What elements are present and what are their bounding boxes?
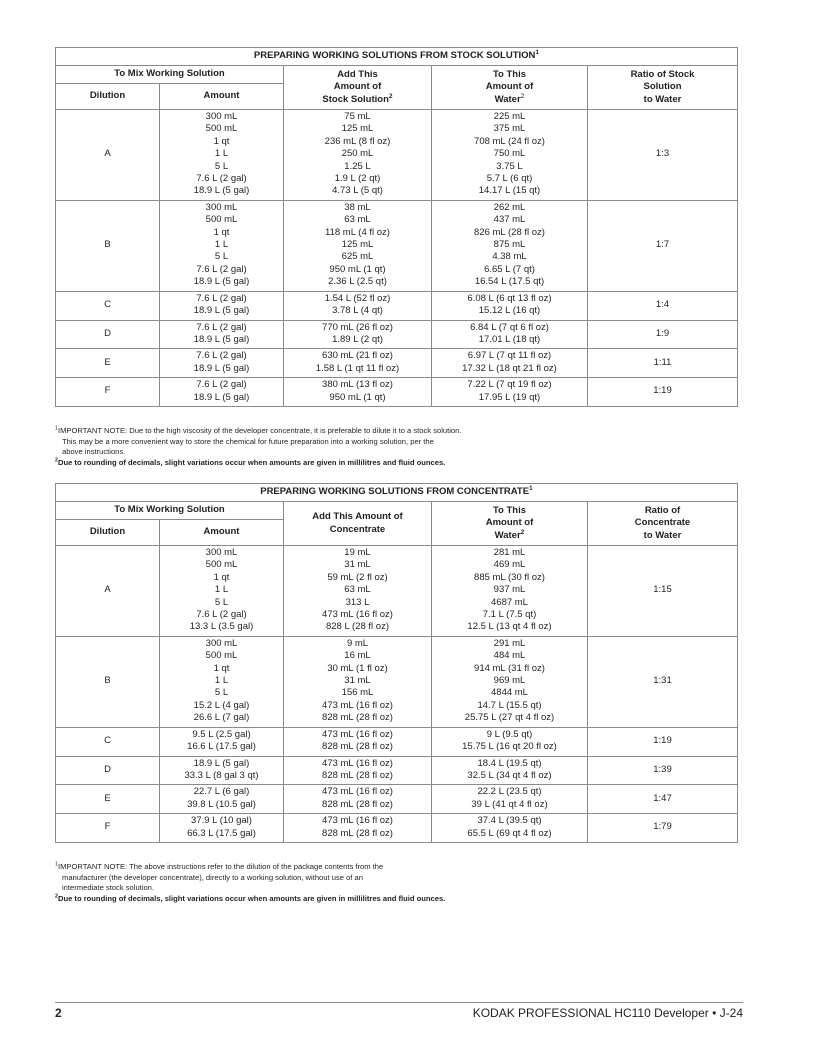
cell-line: 66.3 L (17.5 gal) — [187, 827, 256, 839]
cell-line: 950 mL (1 qt) — [329, 391, 386, 403]
footnote-1-line-2: This may be a more convenient way to store the chemical for future preparation into a working solution, per the — [62, 436, 434, 446]
water-amount-cell — [432, 378, 588, 407]
table-title: PREPARING WORKING SOLUTIONS FROM STOCK SOLUTION$^1$ — [56, 48, 738, 66]
cell-line: 5 L — [214, 596, 229, 608]
ratio-cell: 1:19 — [588, 727, 738, 756]
header-add-amount: Add This Amount of Stock Solution$^2$ — [284, 66, 432, 110]
cell-line: 63 mL — [344, 584, 371, 596]
table-row — [56, 349, 738, 378]
cell-line: 1 qt — [213, 662, 230, 674]
table-row — [56, 785, 738, 814]
page-number: 2 — [55, 1006, 62, 1020]
cell-line: 473 mL (16 fl oz) — [322, 609, 393, 621]
cell-line: 1.54 L (52 fl oz) — [324, 292, 391, 304]
ratio-cell: 1:79 — [588, 814, 738, 843]
cell-line: 236 mL (8 fl oz) — [324, 135, 391, 147]
footnote-1-line-2: manufacturer (the developer concentrate), directly to a working solution, without use of an — [62, 872, 363, 882]
header-dilution: Dilution — [56, 84, 160, 110]
cell-line: 473 mL (16 fl oz) — [322, 786, 393, 798]
cell-line: 1 L — [214, 675, 229, 687]
cell-line: 15.2 L (4 gal) — [193, 699, 250, 711]
cell-line: 828 L (28 fl oz) — [325, 621, 390, 633]
cell-line: 22.7 L (6 gal) — [193, 786, 250, 798]
cell-line: 18.9 L (5 gal) — [193, 305, 250, 317]
header-ratio: Ratio of Concentrate to Water — [588, 502, 738, 546]
footnote-1-line-3: above instructions. — [62, 447, 126, 457]
cell-line: 18.4 L (19.5 qt) — [477, 757, 542, 769]
cell-line: 4.73 L (5 qt) — [332, 185, 383, 197]
add-amount-cell — [284, 727, 432, 756]
header-ratio: Ratio of Stock Solution to Water — [588, 66, 738, 110]
amount-cell — [160, 291, 284, 320]
water-amount-cell — [432, 200, 588, 291]
cell-line: 59 mL (2 fl oz) — [327, 571, 388, 583]
cell-line: 885 mL (30 fl oz) — [474, 571, 545, 583]
cell-line: 473 mL (16 fl oz) — [322, 699, 393, 711]
cell-line: 500 mL — [205, 559, 238, 571]
amount-cell — [160, 110, 284, 201]
cell-line: 300 mL — [205, 637, 238, 649]
cell-line: 1 L — [214, 584, 229, 596]
header-mix-working-solution: To Mix Working Solution — [56, 66, 284, 84]
cell-line: 313 L — [345, 596, 370, 608]
cell-line: 1 qt — [213, 226, 230, 238]
cell-line: 31 mL — [344, 559, 371, 571]
cell-line: 15.12 L (16 qt) — [478, 305, 541, 317]
cell-line: 7.6 L (2 gal) — [196, 350, 247, 362]
cell-line: 281 mL — [493, 547, 526, 558]
table-row — [56, 546, 738, 637]
header-water-amount: To This Amount of Water$^2$ — [432, 66, 588, 110]
cell-line: 9 L (9.5 qt) — [486, 728, 533, 740]
cell-line: 300 mL — [205, 547, 238, 558]
cell-line: 17.32 L (18 qt 21 fl oz) — [462, 362, 557, 374]
cell-line: 770 mL (26 fl oz) — [322, 321, 393, 333]
cell-line: 225 mL — [493, 111, 526, 122]
add-amount-cell — [284, 320, 432, 349]
cell-line: 33.3 L (8 gal 3 qt) — [184, 769, 259, 781]
cell-line: 484 mL — [493, 650, 526, 662]
cell-line: 7.6 L (2 gal) — [196, 609, 247, 621]
header-water-amount: To This Amount of Water$^2$ — [432, 502, 588, 546]
cell-line: 473 mL (16 fl oz) — [322, 815, 393, 827]
add-amount-cell — [284, 291, 432, 320]
ratio-cell: 1:15 — [588, 546, 738, 637]
cell-line: 22.2 L (23.5 qt) — [477, 786, 542, 798]
ratio-cell: 1:4 — [588, 291, 738, 320]
cell-line: 6.97 L (7 qt 11 fl oz) — [467, 350, 552, 362]
cell-line: 625 mL — [341, 251, 374, 263]
table-row — [56, 636, 738, 727]
cell-line: 4687 mL — [491, 596, 528, 608]
header-add-amount: Add This Amount of Concentrate — [284, 502, 432, 546]
cell-line: 380 mL (13 fl oz) — [322, 379, 393, 391]
cell-line: 26.6 L (7 gal) — [193, 712, 250, 724]
cell-line: 6.84 L (7 qt 6 fl oz) — [470, 321, 549, 333]
cell-line: 18.9 L (5 gal) — [193, 333, 250, 345]
dilution-cell: E — [56, 785, 160, 814]
cell-line: 7.22 L (7 qt 19 fl oz) — [467, 379, 552, 391]
cell-line: 1 qt — [213, 135, 230, 147]
cell-line: 37.4 L (39.5 qt) — [477, 815, 542, 827]
cell-line: 291 mL — [493, 637, 526, 649]
cell-line: 300 mL — [205, 111, 238, 122]
cell-line: 39 L (41 qt 4 fl oz) — [471, 798, 548, 810]
cell-line: 14.17 L (15 qt) — [478, 185, 541, 197]
cell-line: 1.25 L — [344, 160, 371, 172]
add-amount-cell — [284, 378, 432, 407]
cell-line: 250 mL — [341, 148, 374, 160]
cell-line: 14.7 L (15.5 qt) — [477, 699, 542, 711]
cell-line: 4.38 mL — [492, 251, 527, 263]
cell-line: 750 mL — [493, 148, 526, 160]
ratio-cell: 1:19 — [588, 378, 738, 407]
cell-line: 63 mL — [344, 214, 371, 226]
cell-line: 31 mL — [344, 675, 371, 687]
footer-divider — [55, 1002, 743, 1003]
cell-line: 16 mL — [344, 650, 371, 662]
add-amount-cell — [284, 546, 432, 637]
cell-line: 6.08 L (6 qt 13 fl oz) — [467, 292, 552, 304]
dilution-cell: F — [56, 378, 160, 407]
cell-line: 1.58 L (1 qt 11 fl oz) — [315, 362, 400, 374]
add-amount-cell — [284, 200, 432, 291]
dilution-cell: A — [56, 110, 160, 201]
amount-cell — [160, 546, 284, 637]
ratio-cell: 1:11 — [588, 349, 738, 378]
amount-cell — [160, 785, 284, 814]
header-mix-working-solution: To Mix Working Solution — [56, 502, 284, 520]
water-amount-cell — [432, 785, 588, 814]
amount-cell — [160, 349, 284, 378]
cell-line: 118 mL (4 fl oz) — [325, 226, 390, 238]
cell-line: 9 mL — [346, 637, 369, 649]
cell-line: 17.95 L (19 qt) — [478, 391, 541, 403]
cell-line: 473 mL (16 fl oz) — [322, 757, 393, 769]
table-row — [56, 756, 738, 785]
footnote-1-line-3: intermediate stock solution. — [62, 883, 155, 893]
header-dilution: Dilution — [56, 520, 160, 546]
cell-line: 9.5 L (2.5 gal) — [192, 728, 251, 740]
water-amount-cell — [432, 636, 588, 727]
ratio-cell: 1:7 — [588, 200, 738, 291]
amount-cell — [160, 727, 284, 756]
cell-line: 18.9 L (5 gal) — [193, 276, 250, 288]
ratio-cell: 1:31 — [588, 636, 738, 727]
cell-line: 17.01 L (18 qt) — [478, 333, 541, 345]
table-row — [56, 814, 738, 843]
cell-line: 3.78 L (4 qt) — [332, 305, 383, 317]
dilution-cell: C — [56, 727, 160, 756]
footnote-1: $^1$IMPORTANT NOTE: Due to the high viscosity of the developer concentrate, it is preferable to dilute it to a stock solution. — [55, 425, 462, 435]
cell-line: 125 mL — [341, 123, 374, 135]
cell-line: 3.75 L — [496, 160, 523, 172]
cell-line: 500 mL — [205, 214, 238, 226]
cell-line: 7.6 L (2 gal) — [196, 292, 247, 304]
cell-line: 828 mL (28 fl oz) — [322, 798, 393, 810]
ratio-cell: 1:3 — [588, 110, 738, 201]
cell-line: 18.9 L (5 gal) — [193, 391, 250, 403]
add-amount-cell — [284, 349, 432, 378]
footnote-2: $^2$Due to rounding of decimals, slight variations occur when amounts are given in millilitres and fluid ounces. — [55, 893, 446, 903]
cell-line: 15.75 L (16 qt 20 fl oz) — [462, 741, 557, 753]
cell-line: 13.3 L (3.5 gal) — [189, 621, 254, 633]
cell-line: 828 mL (28 fl oz) — [322, 712, 393, 724]
cell-line: 6.65 L (7 qt) — [484, 263, 535, 275]
cell-line: 7.6 L (2 gal) — [196, 263, 247, 275]
cell-line: 469 mL — [493, 559, 526, 571]
cell-line: 39.8 L (10.5 gal) — [187, 798, 256, 810]
cell-line: 7.6 L (2 gal) — [196, 173, 247, 185]
cell-line: 5.7 L (6 qt) — [486, 173, 533, 185]
cell-line: 18.9 L (5 gal) — [193, 757, 250, 769]
cell-line: 65.5 L (69 qt 4 fl oz) — [467, 827, 552, 839]
header-amount: Amount — [160, 84, 284, 110]
concentrate-footnotes — [55, 862, 615, 904]
cell-line: 828 mL (28 fl oz) — [322, 741, 393, 753]
table-body — [56, 110, 738, 407]
amount-cell — [160, 814, 284, 843]
dilution-cell: F — [56, 814, 160, 843]
cell-line: 500 mL — [205, 123, 238, 135]
dilution-cell: A — [56, 546, 160, 637]
cell-line: 828 mL (28 fl oz) — [322, 769, 393, 781]
amount-cell — [160, 200, 284, 291]
cell-line: 875 mL — [493, 239, 526, 251]
water-amount-cell — [432, 291, 588, 320]
table-row — [56, 320, 738, 349]
water-amount-cell — [432, 727, 588, 756]
water-amount-cell — [432, 349, 588, 378]
table-body — [56, 546, 738, 843]
cell-line: 38 mL — [344, 201, 371, 213]
table-row — [56, 110, 738, 201]
cell-line: 630 mL (21 fl oz) — [322, 350, 393, 362]
stock-footnotes — [55, 426, 615, 468]
cell-line: 25.75 L (27 qt 4 fl oz) — [464, 712, 555, 724]
cell-line: 437 mL — [493, 214, 526, 226]
add-amount-cell — [284, 110, 432, 201]
stock-solution-table — [55, 47, 738, 407]
cell-line: 18.9 L (5 gal) — [193, 362, 250, 374]
water-amount-cell — [432, 756, 588, 785]
ratio-cell: 1:9 — [588, 320, 738, 349]
cell-line: 4844 mL — [491, 687, 528, 699]
water-amount-cell — [432, 110, 588, 201]
cell-line: 1 L — [214, 239, 229, 251]
table-row — [56, 378, 738, 407]
cell-line: 75 mL — [344, 111, 371, 122]
cell-line: 914 mL (31 fl oz) — [474, 662, 545, 674]
cell-line: 37.9 L (10 gal) — [191, 815, 252, 827]
cell-line: 16.54 L (17.5 qt) — [474, 276, 545, 288]
amount-cell — [160, 756, 284, 785]
cell-line: 7.6 L (2 gal) — [196, 379, 247, 391]
cell-line: 16.6 L (17.5 gal) — [187, 741, 256, 753]
water-amount-cell — [432, 320, 588, 349]
amount-cell — [160, 636, 284, 727]
table-row — [56, 727, 738, 756]
add-amount-cell — [284, 756, 432, 785]
cell-line: 950 mL (1 qt) — [329, 263, 386, 275]
cell-line: 828 mL (28 fl oz) — [322, 827, 393, 839]
water-amount-cell — [432, 546, 588, 637]
cell-line: 262 mL — [493, 201, 526, 213]
cell-line: 18.9 L (5 gal) — [193, 185, 250, 197]
cell-line: 708 mL (24 fl oz) — [474, 135, 545, 147]
cell-line: 969 mL — [493, 675, 526, 687]
dilution-cell: B — [56, 200, 160, 291]
cell-line: 5 L — [214, 251, 229, 263]
cell-line: 5 L — [214, 160, 229, 172]
cell-line: 32.5 L (34 qt 4 fl oz) — [467, 769, 552, 781]
add-amount-cell — [284, 814, 432, 843]
dilution-cell: D — [56, 320, 160, 349]
cell-line: 156 mL — [341, 687, 374, 699]
amount-cell — [160, 378, 284, 407]
table-row — [56, 291, 738, 320]
amount-cell — [160, 320, 284, 349]
table-title: PREPARING WORKING SOLUTIONS FROM CONCENTRATE$^1$ — [56, 484, 738, 502]
cell-line: 300 mL — [205, 201, 238, 213]
ratio-cell: 1:47 — [588, 785, 738, 814]
dilution-cell: E — [56, 349, 160, 378]
cell-line: 30 mL (1 fl oz) — [327, 662, 388, 674]
water-amount-cell — [432, 814, 588, 843]
table-row — [56, 200, 738, 291]
cell-line: 500 mL — [205, 650, 238, 662]
cell-line: 7.1 L (7.5 qt) — [482, 609, 537, 621]
cell-line: 1 L — [214, 148, 229, 160]
dilution-cell: D — [56, 756, 160, 785]
cell-line: 1 qt — [213, 571, 230, 583]
ratio-cell: 1:39 — [588, 756, 738, 785]
dilution-cell: B — [56, 636, 160, 727]
footnote-2: $^2$Due to rounding of decimals, slight variations occur when amounts are given in millilitres and fluid ounces. — [55, 457, 446, 467]
cell-line: 2.36 L (2.5 qt) — [328, 276, 387, 288]
cell-line: 5 L — [214, 687, 229, 699]
dilution-cell: C — [56, 291, 160, 320]
cell-line: 937 mL — [493, 584, 526, 596]
cell-line: 19 mL — [344, 547, 371, 558]
cell-line: 826 mL (28 fl oz) — [474, 226, 545, 238]
cell-line: 473 mL (16 fl oz) — [322, 728, 393, 740]
concentrate-table — [55, 483, 738, 843]
cell-line: 125 mL — [341, 239, 374, 251]
footnote-1: $^1$IMPORTANT NOTE: The above instructions refer to the dilution of the package contents from the — [55, 861, 384, 871]
cell-line: 12.5 L (13 qt 4 fl oz) — [467, 621, 552, 633]
cell-line: 1.9 L (2 qt) — [334, 173, 381, 185]
add-amount-cell — [284, 636, 432, 727]
cell-line: 7.6 L (2 gal) — [196, 321, 247, 333]
cell-line: 1.89 L (2 qt) — [332, 333, 383, 345]
header-amount: Amount — [160, 520, 284, 546]
cell-line: 375 mL — [493, 123, 526, 135]
add-amount-cell — [284, 785, 432, 814]
document-title: KODAK PROFESSIONAL HC110 Developer • J-24 — [472, 1006, 743, 1020]
